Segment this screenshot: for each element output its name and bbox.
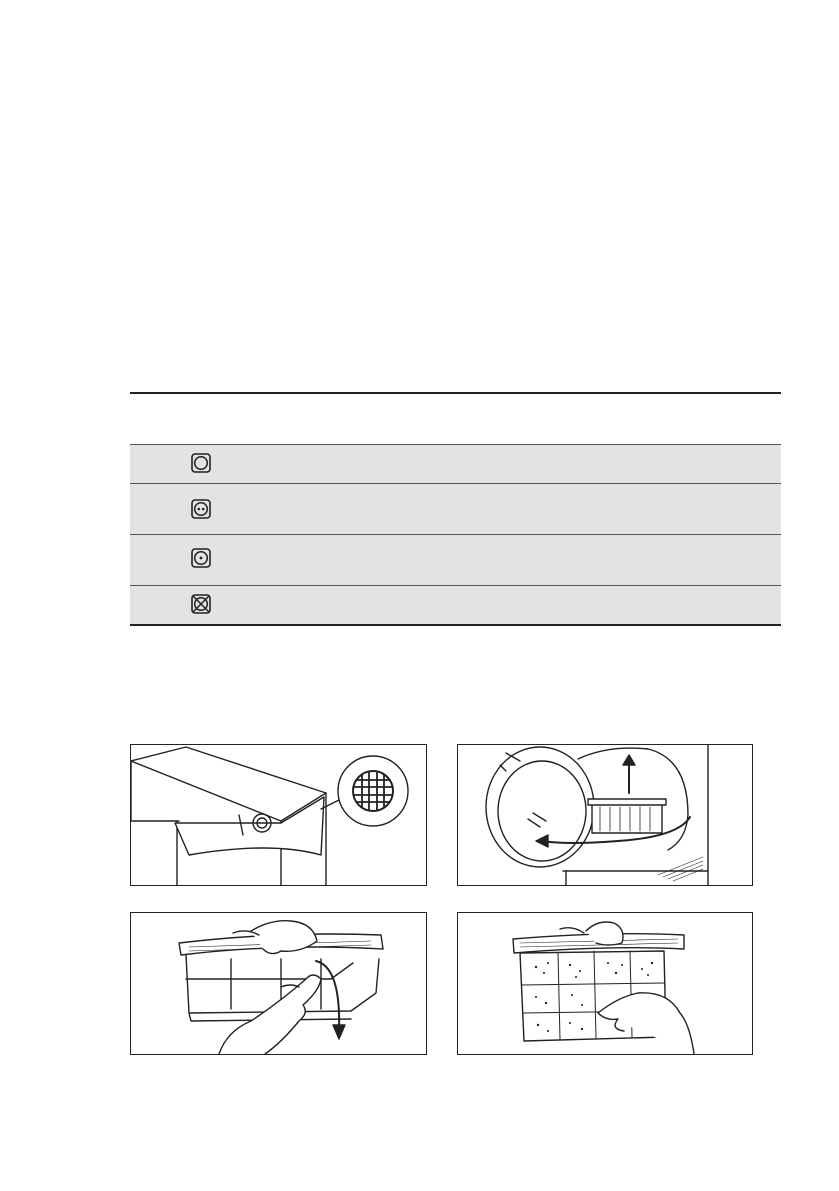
table-row [130, 444, 781, 483]
figure-remove-filter-from-door [457, 744, 753, 886]
do-not-tumble-dry-icon [191, 594, 211, 619]
table-row [130, 483, 781, 534]
figure-dryer-filter-indicator [130, 744, 427, 886]
care-symbol-table [130, 392, 781, 626]
tumble-dry-normal-icon [191, 453, 211, 478]
figure-clean-filter [457, 912, 753, 1055]
table-header [130, 394, 781, 444]
tumble-dry-high-heat-icon [191, 499, 211, 524]
table-row [130, 585, 781, 624]
figure-open-filter [130, 912, 427, 1055]
table-row [130, 534, 781, 585]
tumble-dry-low-heat-icon [191, 548, 211, 573]
